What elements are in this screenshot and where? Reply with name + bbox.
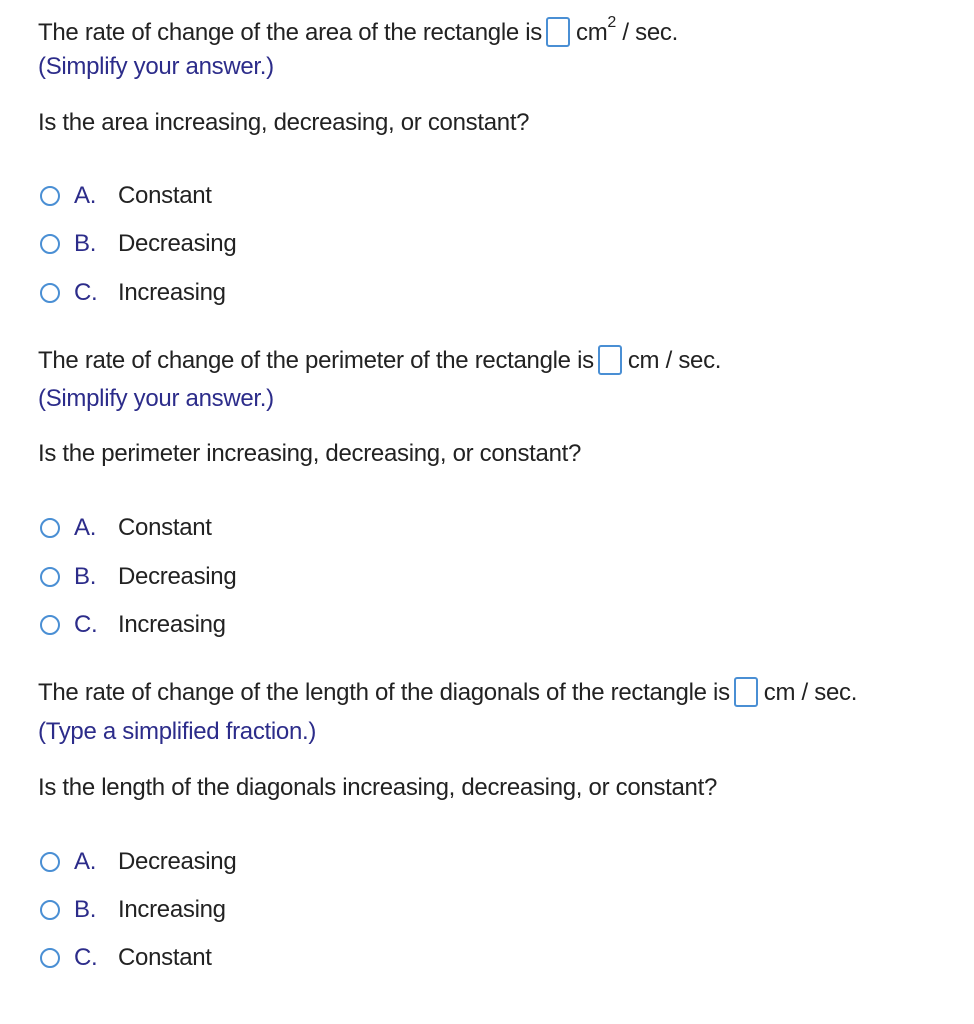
q2-hint: (Simplify your answer.) bbox=[38, 385, 274, 412]
radio-icon[interactable] bbox=[40, 234, 60, 254]
q2-unit: cm / sec. bbox=[627, 347, 722, 374]
radio-icon[interactable] bbox=[40, 852, 60, 872]
radio-icon[interactable] bbox=[40, 283, 60, 303]
q2-question: Is the perimeter increasing, decreasing, or constant? bbox=[38, 440, 582, 467]
q2-prompt: The rate of change of the perimeter of the rectangle is bbox=[38, 347, 594, 374]
q1-hint: (Simplify your answer.) bbox=[38, 53, 274, 80]
q1-prompt-line bbox=[38, 11, 678, 49]
q3-prompt-line bbox=[38, 677, 857, 709]
radio-icon[interactable] bbox=[40, 615, 60, 635]
q3-unit: cm / sec. bbox=[763, 679, 858, 706]
q1-option-b[interactable]: B. Decreasing bbox=[40, 228, 236, 260]
q2-option-b[interactable]: B. Decreasing bbox=[40, 561, 236, 593]
q1-option-c[interactable]: C. Increasing bbox=[40, 277, 226, 309]
q3-option-a[interactable]: A. Decreasing bbox=[40, 846, 236, 878]
radio-icon[interactable] bbox=[40, 948, 60, 968]
q2-option-a[interactable]: A. Constant bbox=[40, 512, 212, 544]
q2-answer-input[interactable] bbox=[598, 345, 622, 375]
q2-prompt-line bbox=[38, 345, 721, 377]
q1-unit: $cm^2$ / sec. bbox=[576, 14, 678, 46]
q1-option-a[interactable]: A. Constant bbox=[40, 180, 212, 212]
radio-icon[interactable] bbox=[40, 186, 60, 206]
q1-answer-input[interactable] bbox=[546, 17, 570, 47]
q3-prompt: The rate of change of the length of the diagonals of the rectangle is bbox=[38, 679, 730, 706]
q1-prompt: The rate of change of the area of the rectangle is bbox=[38, 19, 543, 46]
q1-question: Is the area increasing, decreasing, or constant? bbox=[38, 109, 530, 136]
q3-hint: (Type a simplified fraction.) bbox=[38, 718, 317, 745]
q3-question: Is the length of the diagonals increasing, decreasing, or constant? bbox=[38, 774, 718, 801]
q2-option-c[interactable]: C. Increasing bbox=[40, 609, 226, 641]
q3-option-c[interactable]: C. Constant bbox=[40, 942, 212, 974]
radio-icon[interactable] bbox=[40, 567, 60, 587]
radio-icon[interactable] bbox=[40, 518, 60, 538]
q3-option-b[interactable]: B. Increasing bbox=[40, 894, 226, 926]
q3-answer-input[interactable] bbox=[734, 677, 758, 707]
radio-icon[interactable] bbox=[40, 900, 60, 920]
